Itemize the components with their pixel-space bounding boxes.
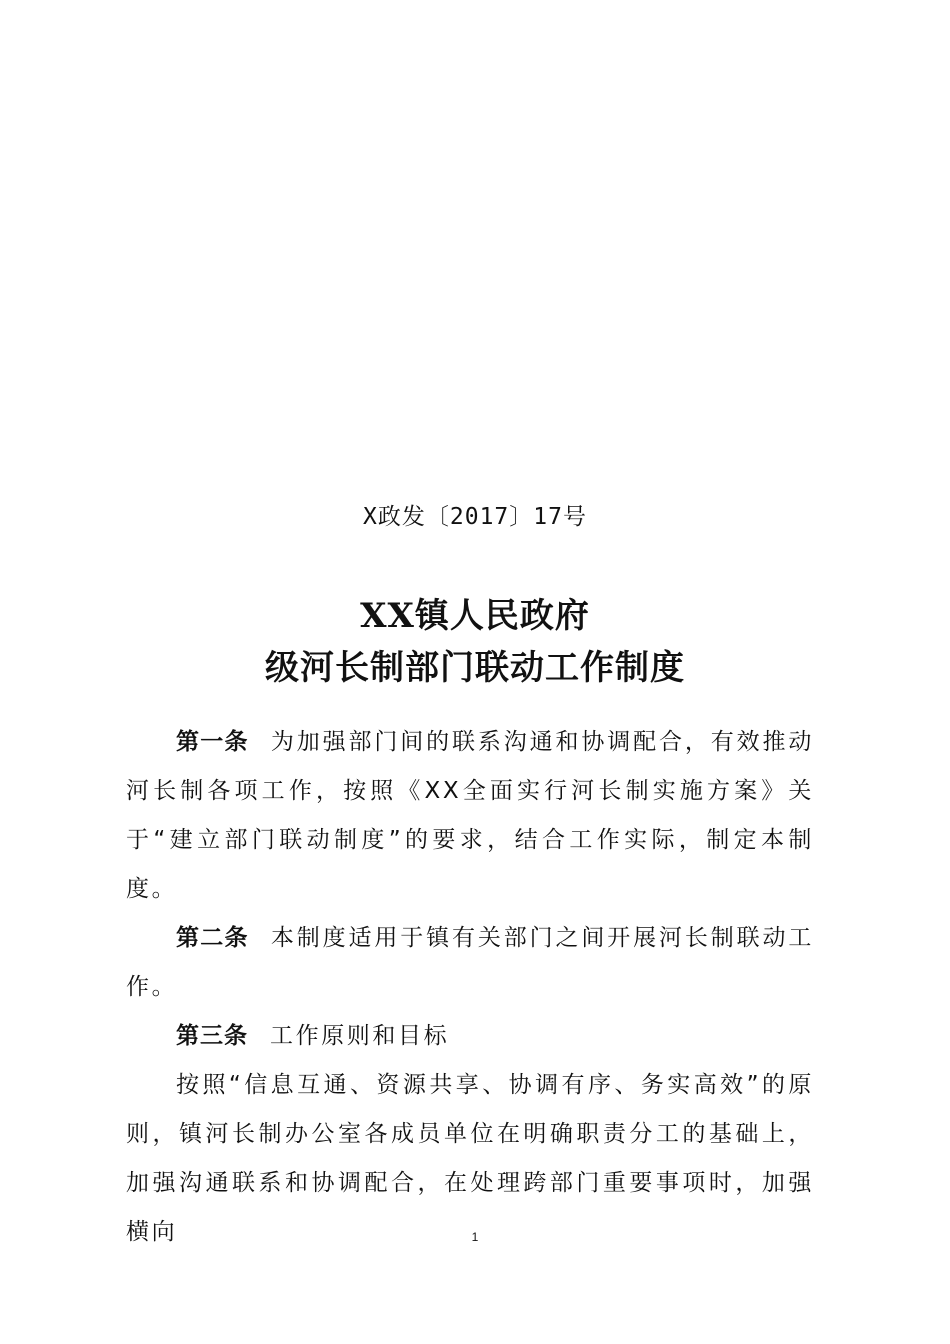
page-number: 1 — [471, 1230, 479, 1244]
article-label: 第二条 — [176, 925, 249, 951]
article-label: 第一条 — [176, 729, 249, 755]
paragraph-article-1 — [126, 718, 814, 914]
paragraph-text: 为加强部门间的联系沟通和协调配合，有效推动河长制各项工作，按照《XX全面实行河长制实施方案》关于“建立部门联动制度”的要求，结合工作实际，制定本制度。 — [126, 729, 815, 902]
article-label: 第三条 — [176, 1023, 248, 1049]
document-title-line-1: XX镇人民政府 — [360, 596, 590, 636]
document-body — [126, 718, 814, 1257]
document-title-line-2: 级河长制部门联动工作制度 — [265, 648, 685, 688]
paragraph-text: 按照“信息互通、资源共享、协调有序、务实高效”的原则，镇河长制办公室各成员单位在明确职责分工的基础上，加强沟通联系和协调配合，在处理跨部门重要事项时，加强横向 — [126, 1072, 814, 1245]
paragraph-article-3 — [126, 1012, 814, 1061]
paragraph-text: 本制度适用于镇有关部门之间开展河长制联动工作。 — [126, 925, 815, 1000]
document-number: X政发〔2017〕17号 — [363, 504, 587, 530]
paragraph-body — [126, 1061, 814, 1257]
paragraph-article-2 — [126, 914, 814, 1012]
paragraph-text: 工作原则和目标 — [270, 1023, 450, 1049]
